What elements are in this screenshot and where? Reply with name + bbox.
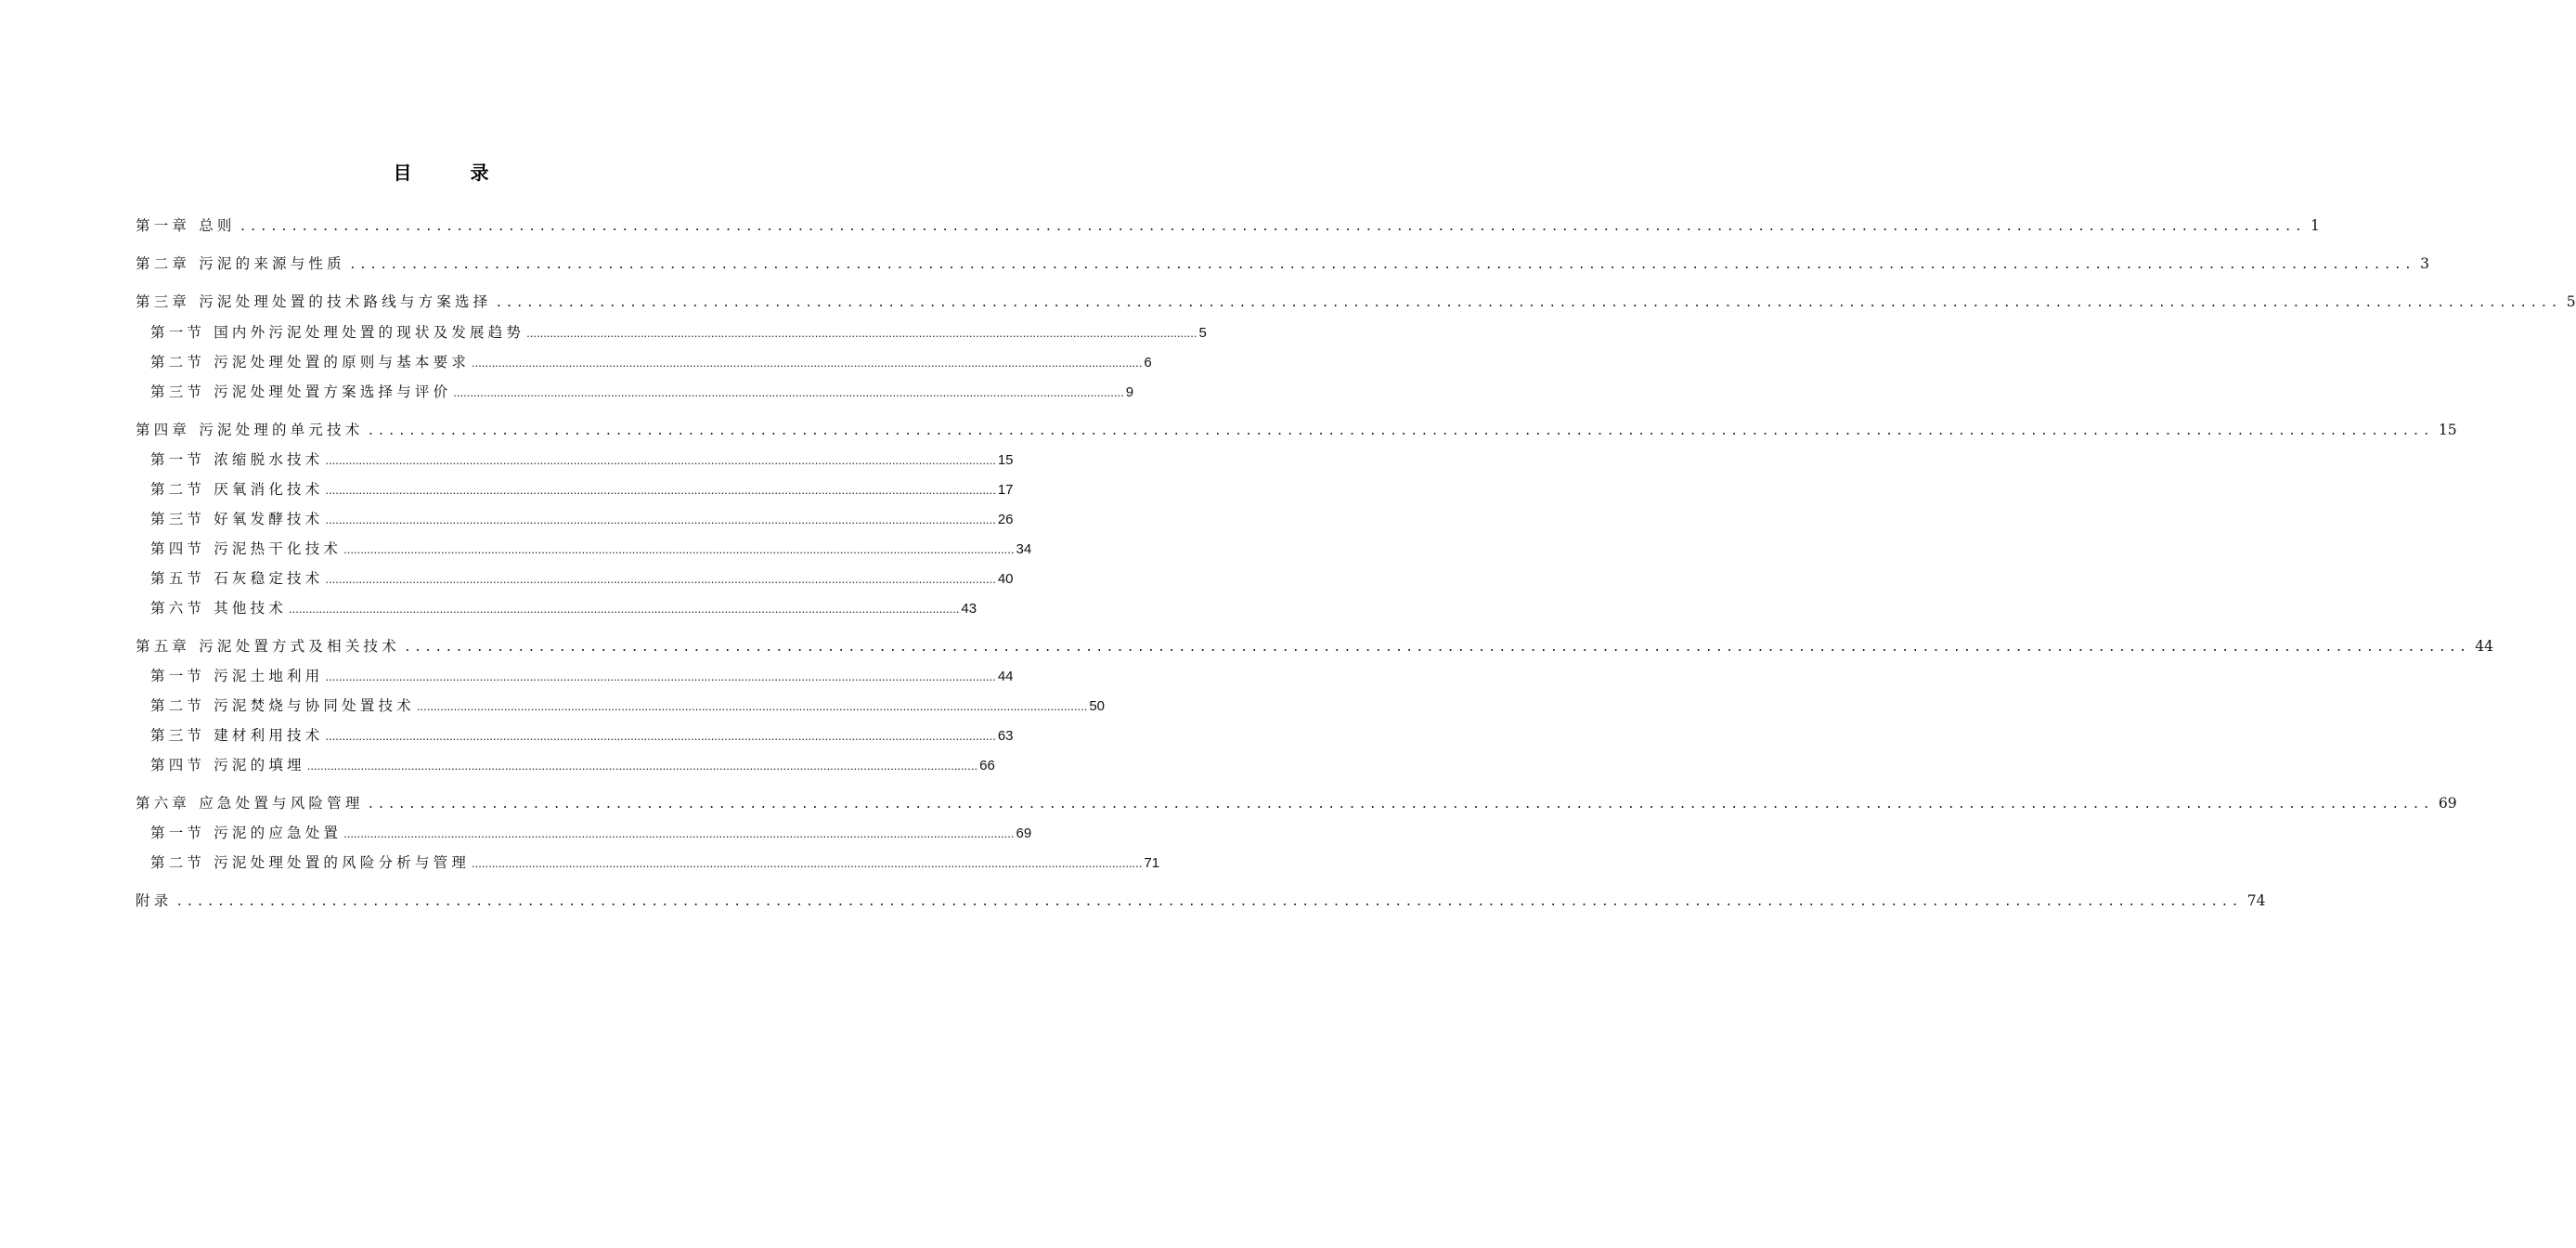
toc-section-entry[interactable] (150, 852, 1160, 872)
dot-leader: ........................................................................................................................................................................................................ (325, 453, 996, 467)
dot-leader: ........................................................................................................................................................................................................ (239, 220, 2305, 234)
entry-title: 第一节 浓缩脱水技术 (150, 451, 324, 468)
page-number: 44 (997, 669, 1014, 684)
dot-leader: ........................................................................................................................................................................................................ (325, 729, 996, 743)
page-number: 69 (1016, 826, 1032, 841)
page-number: 63 (997, 728, 1014, 744)
toc-chapter-entry[interactable] (136, 792, 2457, 812)
dot-leader: ........................................................................................................................................................................................................ (495, 296, 2561, 310)
toc-section-entry[interactable] (150, 538, 1032, 558)
page-number: 71 (1144, 855, 1160, 871)
dot-leader: ........................................................................................................................................................................................................ (367, 798, 2433, 812)
page-number: 6 (1144, 355, 1152, 370)
dot-leader: ........................................................................................................................................................................................................ (403, 641, 2470, 655)
entry-title: 第一节 污泥的应急处置 (150, 825, 343, 841)
entry-title: 第六章 应急处置与风险管理 (136, 795, 364, 812)
entry-title: 第二节 污泥焚烧与协同处置技术 (150, 697, 415, 714)
entry-title: 第一章 总则 (136, 217, 236, 234)
dot-leader: ........................................................................................................................................................................................................ (306, 759, 978, 773)
toc-title: 目 录 (393, 162, 515, 184)
entry-title: 第三章 污泥处理处置的技术路线与方案选择 (136, 293, 492, 310)
entry-title: 第二节 厌氧消化技术 (150, 481, 324, 498)
toc-section-entry[interactable] (150, 508, 1014, 528)
entry-title: 第二节 污泥处理处置的风险分析与管理 (150, 854, 471, 871)
entry-title: 第三节 建材利用技术 (150, 727, 324, 744)
toc-section-entry[interactable] (150, 822, 1032, 842)
toc-section-entry[interactable] (150, 321, 1207, 342)
page-number: 26 (997, 512, 1014, 527)
entry-title: 第二章 污泥的来源与性质 (136, 255, 345, 272)
toc-section-entry[interactable] (150, 567, 1014, 588)
page-number: 9 (1125, 384, 1134, 400)
dot-leader: ........................................................................................................................................................................................................ (367, 424, 2433, 438)
toc-chapter-entry[interactable] (136, 214, 2320, 235)
page-number: 44 (2475, 638, 2494, 655)
toc-section-entry[interactable] (150, 448, 1014, 469)
page-number: 34 (1016, 541, 1032, 557)
entry-title: 第三节 污泥处理处置方案选择与评价 (150, 384, 452, 400)
toc-section-entry[interactable] (150, 478, 1014, 499)
toc-chapter-entry[interactable] (136, 253, 2430, 273)
toc-section-entry[interactable] (150, 351, 1152, 371)
toc-chapter-entry[interactable] (136, 419, 2457, 439)
page-number: 15 (997, 452, 1014, 468)
entry-title: 第一节 污泥土地利用 (150, 668, 324, 684)
toc-chapter-entry[interactable] (136, 890, 2266, 910)
entry-title: 第四节 污泥热干化技术 (150, 540, 343, 557)
dot-leader: ........................................................................................................................................................................................................ (348, 258, 2415, 272)
page-number: 40 (997, 571, 1014, 587)
toc-section-entry[interactable] (150, 665, 1014, 685)
dot-leader: ........................................................................................................................................................................................................ (325, 483, 996, 497)
page-number: 43 (961, 601, 977, 617)
page-number: 3 (2420, 255, 2430, 272)
entry-title: 附录 (136, 892, 173, 909)
dot-leader: ........................................................................................................................................................................................................ (472, 856, 1143, 870)
entry-title: 第四章 污泥处理的单元技术 (136, 422, 364, 438)
dot-leader: ........................................................................................................................................................................................................ (325, 670, 996, 683)
page-number: 15 (2438, 422, 2457, 438)
page-number: 5 (2566, 293, 2576, 310)
page-number: 74 (2246, 892, 2266, 909)
toc-section-entry[interactable] (150, 724, 1014, 745)
page-number: 66 (979, 758, 995, 774)
dot-leader: ........................................................................................................................................................................................................ (472, 356, 1143, 370)
dot-leader: ........................................................................................................................................................................................................ (325, 572, 996, 586)
dot-leader: ........................................................................................................................................................................................................ (526, 326, 1197, 340)
page-number: 69 (2438, 795, 2457, 812)
dot-leader: ........................................................................................................................................................................................................ (325, 513, 996, 526)
toc-section-entry[interactable] (150, 695, 1105, 715)
dot-leader: ........................................................................................................................................................................................................ (343, 542, 1015, 556)
entry-title: 第五节 石灰稳定技术 (150, 570, 324, 587)
toc-section-entry[interactable] (150, 381, 1134, 401)
toc-section-entry[interactable] (150, 754, 995, 774)
entry-title: 第六节 其他技术 (150, 600, 288, 617)
dot-leader: ........................................................................................................................................................................................................ (289, 602, 960, 616)
toc-section-entry[interactable] (150, 597, 977, 618)
entry-title: 第一节 国内外污泥处理处置的现状及发展趋势 (150, 324, 525, 341)
toc-chapter-entry[interactable] (136, 635, 2494, 656)
entry-title: 第三节 好氧发酵技术 (150, 511, 324, 527)
dot-leader: ........................................................................................................................................................................................................ (175, 895, 2242, 909)
dot-leader: ........................................................................................................................................................................................................ (416, 699, 1088, 713)
entry-title: 第五章 污泥处置方式及相关技术 (136, 638, 400, 655)
page-number: 1 (2310, 217, 2320, 234)
page-number: 17 (997, 482, 1014, 498)
page-number: 50 (1089, 698, 1105, 714)
dot-leader: ........................................................................................................................................................................................................ (343, 826, 1015, 840)
entry-title: 第四节 污泥的填埋 (150, 757, 305, 774)
page-number: 5 (1198, 325, 1207, 341)
entry-title: 第二节 污泥处理处置的原则与基本要求 (150, 354, 471, 370)
toc-chapter-entry[interactable] (136, 291, 2576, 311)
dot-leader: ........................................................................................................................................................................................................ (453, 385, 1124, 399)
